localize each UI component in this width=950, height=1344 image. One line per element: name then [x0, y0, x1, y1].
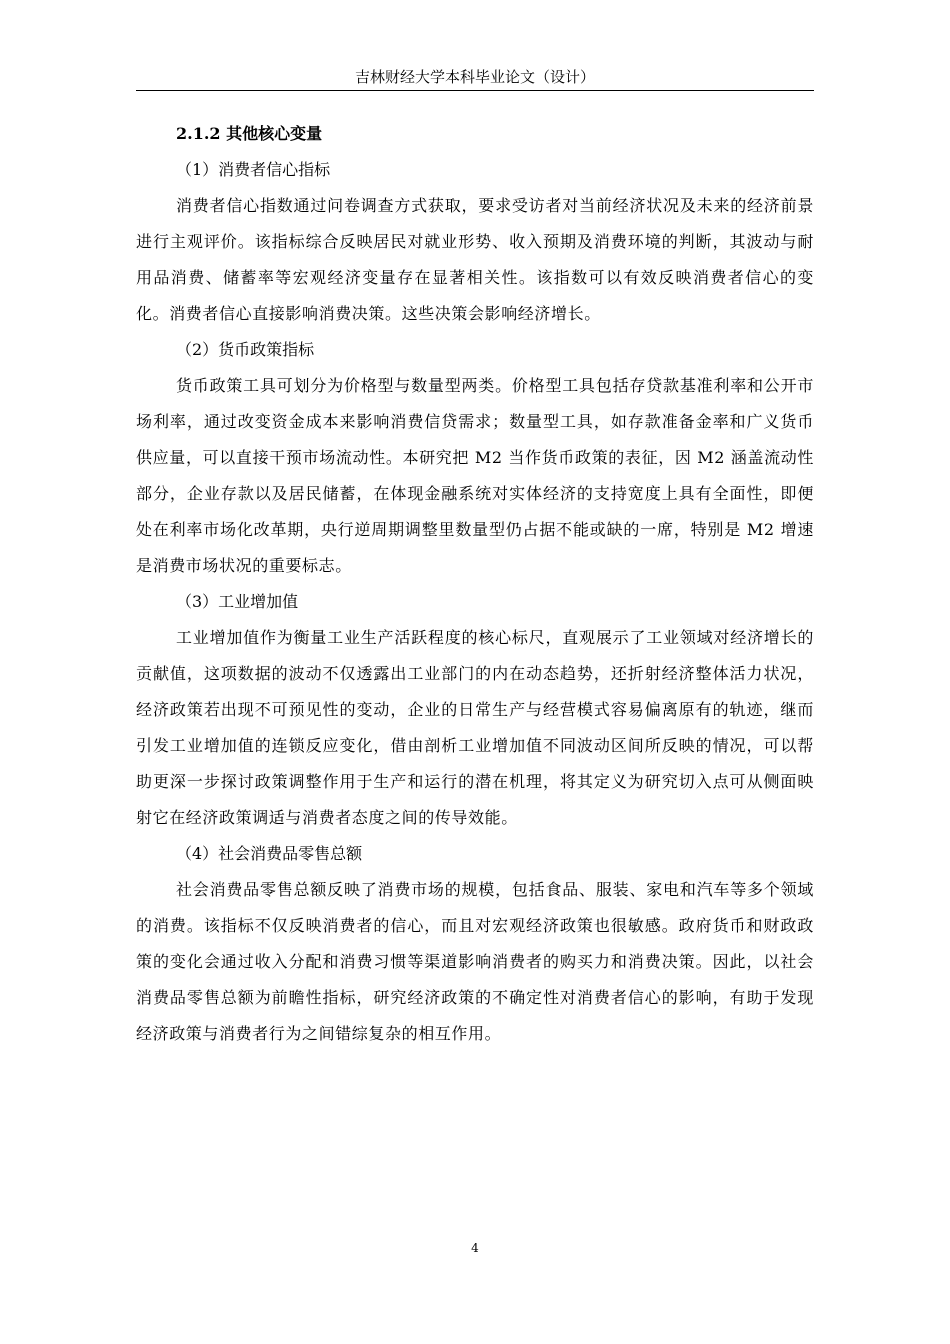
subsection-title-consumer-confidence: （1）消费者信心指标 — [176, 160, 331, 179]
paragraph-monetary-policy: 货币政策工具可划分为价格型与数量型两类。价格型工具包括存贷款基准利率和公开市场利率，通过改变资金成本来影响消费信贷需求；数量型工具，如存款准备金率和广义货币供应量，可以直接干预市场流动性。本研究把 M2 当作货币政策的表征，因 M2 涵盖流动性部分，企业存款以及居民储蓄，在体现金融系统对实体经济的支持宽度上具有全面性，即便处在利率市场化改革期，央行逆周期调整里数量型仍占据不能或缺的一席，特别是 M2 增速是消费市场状况的重要标志。 — [136, 376, 814, 575]
page-number: 4 — [471, 1241, 479, 1255]
paragraph-industrial-value-added: 工业增加值作为衡量工业生产活跃程度的核心标尺，直观展示了工业领域对经济增长的贡献值，这项数据的波动不仅透露出工业部门的内在动态趋势，还折射经济整体活力状况，经济政策若出现不可预见性的变动，企业的日常生产与经营模式容易偏离原有的轨迹，继而引发工业增加值的连锁反应变化，借由剖析工业增加值不同波动区间所反映的情况，可以帮助更深一步探讨政策调整作用于生产和运行的潜在机理，将其定义为研究切入点可从侧面映射它在经济政策调适与消费者态度之间的传导效能。 — [136, 628, 814, 827]
subsection-title-retail-sales: （4）社会消费品零售总额 — [176, 844, 363, 863]
section-heading: 2.1.2 其他核心变量 — [176, 124, 323, 143]
paragraph-retail-sales: 社会消费品零售总额反映了消费市场的规模，包括食品、服装、家电和汽车等多个领域的消费。该指标不仅反映消费者的信心，而且对宏观经济政策也很敏感。政府货币和财政政策的变化会通过收入分配和消费习惯等渠道影响消费者的购买力和消费决策。因此，以社会消费品零售总额为前瞻性指标，研究经济政策的不确定性对消费者信心的影响，有助于发现经济政策与消费者行为之间错综复杂的相互作用。 — [136, 880, 814, 1043]
paragraph-consumer-confidence: 消费者信心指数通过问卷调查方式获取，要求受访者对当前经济状况及未来的经济前景进行主观评价。该指标综合反映居民对就业形势、收入预期及消费环境的判断，其波动与耐用品消费、储蓄率等宏观经济变量存在显著相关性。该指数可以有效反映消费者信心的变化。消费者信心直接影响消费决策。这些决策会影响经济增长。 — [136, 196, 814, 323]
header-title: 吉林财经大学本科毕业论文（设计） — [354, 68, 595, 86]
document-body — [136, 116, 814, 1052]
page-header — [136, 66, 814, 91]
subsection-title-industrial-value-added: （3）工业增加值 — [176, 592, 299, 611]
subsection-title-monetary-policy: （2）货币政策指标 — [176, 340, 315, 359]
